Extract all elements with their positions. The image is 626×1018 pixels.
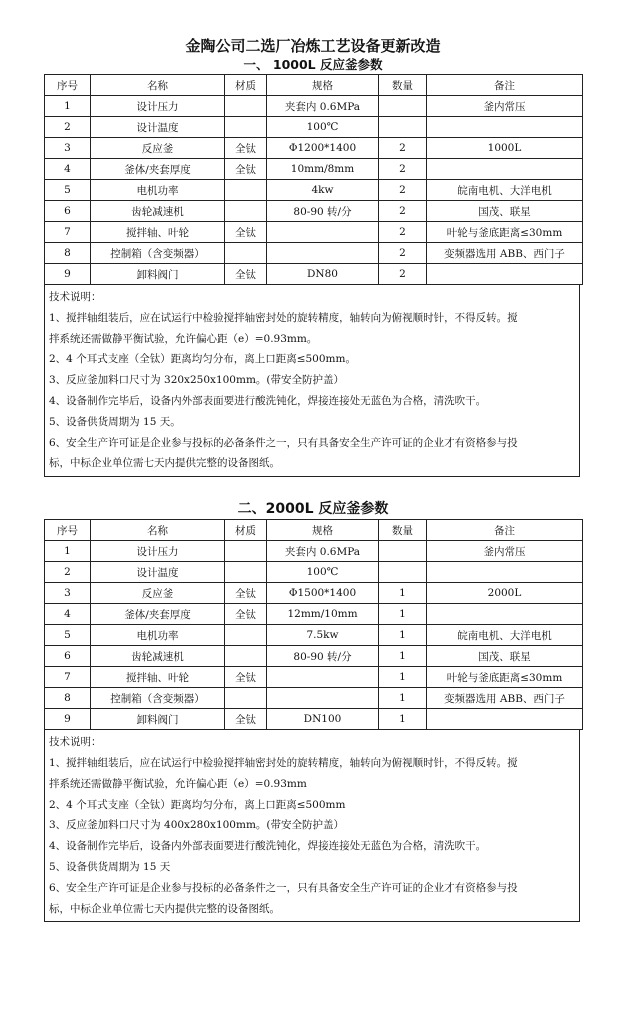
cell-remarks: 叶轮与釜底距离≤30mm — [427, 222, 583, 243]
cell-name: 设计压力 — [91, 96, 225, 117]
note-line: 标，中标企业单位需七天内提供完整的设备图纸。 — [49, 457, 280, 470]
cell-name: 釜体/夹套厚度 — [91, 159, 225, 180]
cell-index: 3 — [45, 583, 91, 604]
cell-index: 7 — [45, 222, 91, 243]
cell-quantity — [379, 562, 427, 583]
table-row — [45, 604, 583, 625]
cell-name: 卸料阀门 — [91, 709, 225, 730]
cell-remarks: 国茂、联星 — [427, 201, 583, 222]
cell-spec: Φ1200*1400 — [267, 138, 379, 159]
cell-remarks: 皖南电机、大洋电机 — [427, 180, 583, 201]
cell-material: 全钛 — [225, 264, 267, 285]
cell-name: 釜体/夹套厚度 — [91, 604, 225, 625]
note-line: 5、设备供货周期为 15 天 — [49, 860, 171, 873]
note-line: 标，中标企业单位需七天内提供完整的设备图纸。 — [49, 902, 280, 915]
notes-label: 技术说明： — [49, 736, 102, 749]
cell-name: 设计温度 — [91, 562, 225, 583]
cell-remarks — [427, 709, 583, 730]
cell-remarks — [427, 604, 583, 625]
cell-name: 控制箱（含变频器） — [91, 243, 225, 264]
col-header-material: 材质 — [225, 75, 267, 96]
section-2000l — [44, 499, 582, 922]
col-header-index: 序号 — [45, 75, 91, 96]
cell-remarks: 国茂、联星 — [427, 646, 583, 667]
note-line: 1、搅拌轴组装后，应在试运行中检验搅拌轴密封处的旋转精度，轴转向为俯视顺时针，不得反转。搅 — [49, 311, 518, 324]
col-header-remarks: 备注 — [427, 520, 583, 541]
cell-spec — [267, 243, 379, 264]
cell-remarks — [427, 264, 583, 285]
table-row — [45, 117, 583, 138]
cell-quantity: 1 — [379, 583, 427, 604]
cell-name: 电机功率 — [91, 180, 225, 201]
cell-name: 搅拌轴、叶轮 — [91, 222, 225, 243]
cell-spec — [267, 667, 379, 688]
section-title: 二、2000L 反应釜参数 — [237, 501, 389, 518]
note-line: 拌系统还需做静平衡试验，允许偏心距（e）=0.93mm — [49, 777, 307, 790]
cell-spec: 7.5kw — [267, 625, 379, 646]
cell-name: 搅拌轴、叶轮 — [91, 667, 225, 688]
note-line: 2、4 个耳式支座（全钛）距离均匀分布，离上口距离≤500mm。 — [49, 353, 356, 366]
cell-remarks: 釜内常压 — [427, 96, 583, 117]
note-line: 3、反应釜加料口尺寸为 400x280x100mm。(带安全防护盖） — [49, 819, 344, 832]
cell-index: 6 — [45, 201, 91, 222]
cell-index: 7 — [45, 667, 91, 688]
cell-remarks: 变频器选用 ABB、西门子 — [427, 243, 583, 264]
cell-quantity — [379, 541, 427, 562]
cell-quantity: 2 — [379, 264, 427, 285]
table-row — [45, 96, 583, 117]
table-row — [45, 222, 583, 243]
table-row — [45, 709, 583, 730]
col-header-quantity: 数量 — [379, 520, 427, 541]
notes-label: 技术说明： — [49, 291, 102, 303]
cell-quantity: 1 — [379, 667, 427, 688]
cell-index: 5 — [45, 625, 91, 646]
cell-material: 全钛 — [225, 604, 267, 625]
cell-quantity: 2 — [379, 159, 427, 180]
note-line: 5、设备供货周期为 15 天。 — [49, 415, 181, 428]
technical-notes — [44, 285, 580, 477]
table-body — [45, 96, 583, 285]
table-row — [45, 243, 583, 264]
cell-index: 9 — [45, 264, 91, 285]
cell-material: 全钛 — [225, 222, 267, 243]
cell-spec: 100℃ — [267, 117, 379, 138]
table-header-row — [45, 520, 583, 541]
cell-remarks: 1000L — [427, 138, 583, 159]
cell-remarks — [427, 159, 583, 180]
cell-index: 2 — [45, 117, 91, 138]
cell-name: 设计压力 — [91, 541, 225, 562]
cell-name: 卸料阀门 — [91, 264, 225, 285]
cell-index: 5 — [45, 180, 91, 201]
cell-quantity: 1 — [379, 604, 427, 625]
cell-quantity: 2 — [379, 222, 427, 243]
cell-spec: DN100 — [267, 709, 379, 730]
col-header-remarks: 备注 — [427, 75, 583, 96]
cell-index: 9 — [45, 709, 91, 730]
cell-material: 全钛 — [225, 583, 267, 604]
cell-quantity: 2 — [379, 243, 427, 264]
cell-spec: 夹套内 0.6MPa — [267, 541, 379, 562]
cell-spec: 夹套内 0.6MPa — [267, 96, 379, 117]
note-line: 拌系统还需做静平衡试验，允许偏心距（e）=0.93mm。 — [49, 332, 318, 345]
col-header-name: 名称 — [91, 75, 225, 96]
col-header-quantity: 数量 — [379, 75, 427, 96]
cell-name: 电机功率 — [91, 625, 225, 646]
cell-material — [225, 625, 267, 646]
note-line: 4、设备制作完毕后，设备内外部表面要进行酸洗钝化，焊接连接处无蓝色为合格，清洗吹干。 — [49, 840, 487, 853]
cell-index: 4 — [45, 604, 91, 625]
cell-quantity — [379, 96, 427, 117]
cell-name: 反应釜 — [91, 138, 225, 159]
cell-index: 1 — [45, 541, 91, 562]
cell-name: 设计温度 — [91, 117, 225, 138]
technical-notes — [44, 730, 580, 922]
cell-index: 8 — [45, 688, 91, 709]
cell-index: 1 — [45, 96, 91, 117]
cell-spec: 80-90 转/分 — [267, 646, 379, 667]
table-row — [45, 541, 583, 562]
table-row — [45, 159, 583, 180]
cell-quantity: 2 — [379, 138, 427, 159]
table-row — [45, 562, 583, 583]
cell-material: 全钛 — [225, 667, 267, 688]
table-row — [45, 138, 583, 159]
table-row — [45, 667, 583, 688]
cell-spec — [267, 222, 379, 243]
cell-quantity: 2 — [379, 180, 427, 201]
table-row — [45, 264, 583, 285]
table-row — [45, 180, 583, 201]
cell-index: 2 — [45, 562, 91, 583]
note-line: 6、安全生产许可证是企业参与投标的必备条件之一，只有具备安全生产许可证的企业才有资格参与投 — [49, 436, 518, 449]
col-header-material: 材质 — [225, 520, 267, 541]
cell-material — [225, 117, 267, 138]
cell-index: 4 — [45, 159, 91, 180]
note-line: 3、反应釜加料口尺寸为 320x250x100mm。(带安全防护盖） — [49, 374, 344, 387]
table-row — [45, 583, 583, 604]
cell-spec: 12mm/10mm — [267, 604, 379, 625]
spec-table — [44, 519, 583, 730]
cell-index: 3 — [45, 138, 91, 159]
cell-material — [225, 180, 267, 201]
cell-remarks — [427, 562, 583, 583]
cell-remarks — [427, 117, 583, 138]
cell-spec: 80-90 转/分 — [267, 201, 379, 222]
cell-spec — [267, 688, 379, 709]
cell-remarks: 叶轮与釜底距离≤30mm — [427, 667, 583, 688]
note-line: 4、设备制作完毕后，设备内外部表面要进行酸洗钝化，焊接连接处无蓝色为合格，清洗吹干。 — [49, 394, 487, 407]
cell-spec: 100℃ — [267, 562, 379, 583]
cell-spec: 4kw — [267, 180, 379, 201]
table-row — [45, 688, 583, 709]
table-row — [45, 201, 583, 222]
document — [44, 36, 582, 922]
cell-spec: 10mm/8mm — [267, 159, 379, 180]
cell-quantity — [379, 117, 427, 138]
note-line: 2、4 个耳式支座（全钛）距离均匀分布，离上口距离≤500mm — [49, 798, 346, 811]
col-header-index: 序号 — [45, 520, 91, 541]
cell-remarks: 变频器选用 ABB、西门子 — [427, 688, 583, 709]
cell-quantity: 1 — [379, 625, 427, 646]
cell-name: 齿轮减速机 — [91, 646, 225, 667]
table-row — [45, 646, 583, 667]
cell-name: 反应釜 — [91, 583, 225, 604]
spec-table — [44, 74, 583, 285]
col-header-name: 名称 — [91, 520, 225, 541]
section-title: 一、 1000L 反应釜参数 — [243, 57, 383, 72]
cell-material — [225, 688, 267, 709]
col-header-spec: 规格 — [267, 520, 379, 541]
cell-quantity: 2 — [379, 201, 427, 222]
cell-spec: Φ1500*1400 — [267, 583, 379, 604]
cell-spec: DN80 — [267, 264, 379, 285]
note-line: 6、安全生产许可证是企业参与投标的必备条件之一，只有具备安全生产许可证的企业才有资格参与投 — [49, 881, 518, 894]
cell-index: 6 — [45, 646, 91, 667]
table-header-row — [45, 75, 583, 96]
table-body — [45, 541, 583, 730]
cell-material — [225, 562, 267, 583]
cell-material — [225, 96, 267, 117]
cell-remarks: 釜内常压 — [427, 541, 583, 562]
cell-material — [225, 646, 267, 667]
cell-remarks: 皖南电机、大洋电机 — [427, 625, 583, 646]
table-row — [45, 625, 583, 646]
cell-material: 全钛 — [225, 709, 267, 730]
cell-remarks: 2000L — [427, 583, 583, 604]
cell-material — [225, 243, 267, 264]
cell-quantity: 1 — [379, 646, 427, 667]
cell-material — [225, 201, 267, 222]
document-title: 金陶公司二选厂冶炼工艺设备更新改造 — [185, 37, 441, 55]
cell-quantity: 1 — [379, 688, 427, 709]
section-1000l — [44, 56, 582, 477]
cell-material: 全钛 — [225, 159, 267, 180]
cell-material: 全钛 — [225, 138, 267, 159]
cell-name: 齿轮减速机 — [91, 201, 225, 222]
cell-name: 控制箱（含变频器） — [91, 688, 225, 709]
cell-material — [225, 541, 267, 562]
col-header-spec: 规格 — [267, 75, 379, 96]
cell-quantity: 1 — [379, 709, 427, 730]
note-line: 1、搅拌轴组装后，应在试运行中检验搅拌轴密封处的旋转精度，轴转向为俯视顺时针，不得反转。搅 — [49, 756, 518, 769]
cell-index: 8 — [45, 243, 91, 264]
